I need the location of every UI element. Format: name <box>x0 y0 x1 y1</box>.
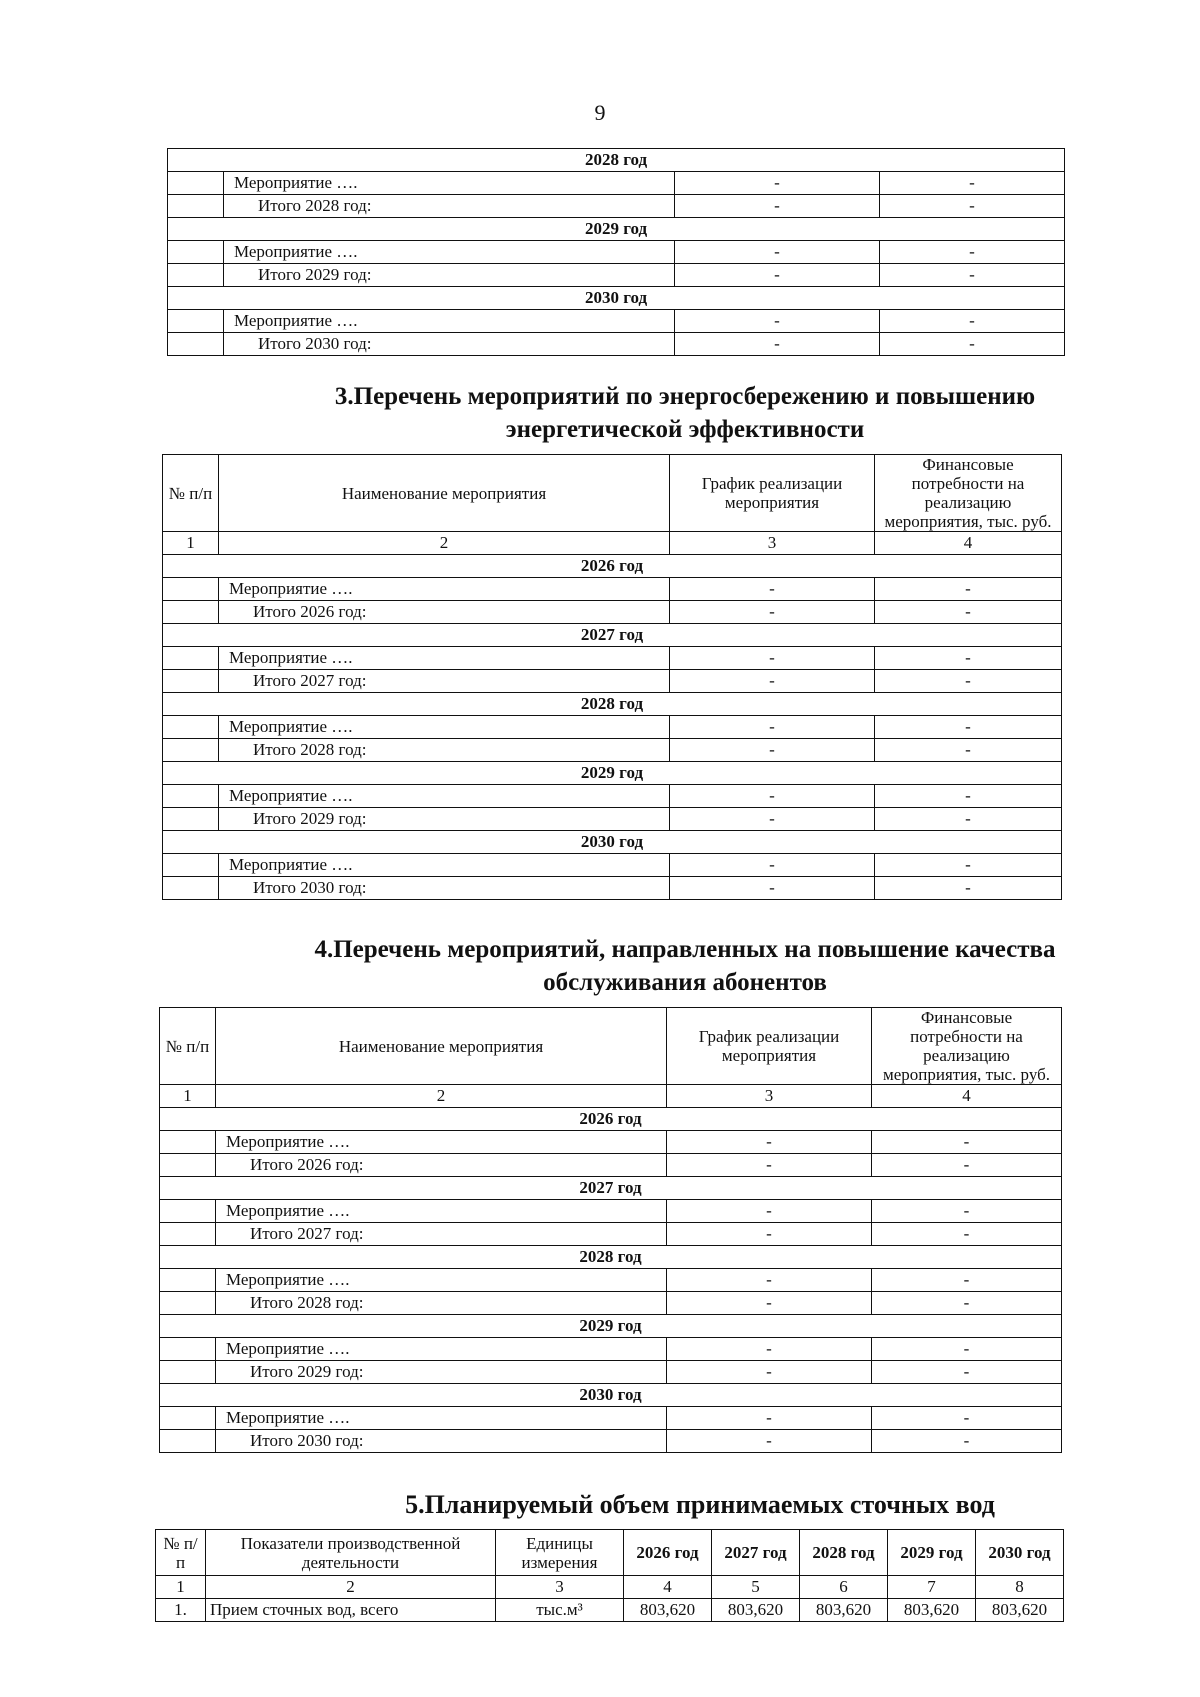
header-row <box>163 455 1062 532</box>
year-row: 2029 год <box>168 218 1065 241</box>
header-2028: 2028 год <box>800 1530 888 1576</box>
year-row: 2028 год <box>168 149 1065 172</box>
table-row: Мероприятие …. - - <box>163 647 1062 670</box>
header-schedule: График реализации мероприятия <box>667 1008 872 1085</box>
section-3-title: 3.Перечень мероприятий по энергосбережению и повышению энергетической эффективности <box>334 383 1036 443</box>
header-num: № п/п <box>163 455 219 532</box>
table-row: Мероприятие …. - - <box>160 1338 1062 1361</box>
year-row: 2027 год <box>163 624 1062 647</box>
year-row: 2026 год <box>163 555 1062 578</box>
year-row: 2029 год <box>160 1315 1062 1338</box>
year-row: 2030 год <box>160 1384 1062 1407</box>
header-finance: Финансовые потребности на реализацию мероприятия, тыс. руб. <box>875 455 1062 532</box>
header-indicator: Показатели производственной деятельности <box>206 1530 496 1576</box>
header-2027: 2027 год <box>712 1530 800 1576</box>
header-row <box>156 1530 1064 1576</box>
year-row: 2026 год <box>160 1108 1062 1131</box>
table-row: Мероприятие …. - - <box>163 785 1062 808</box>
year-row: 2027 год <box>160 1177 1062 1200</box>
section-5-title: 5.Планируемый объем принимаемых сточных вод <box>405 1490 995 1519</box>
year-row: 2030 год <box>168 287 1065 310</box>
total-row: Итого 2026 год: - - <box>160 1154 1062 1177</box>
table-row: Мероприятие …. - - <box>160 1200 1062 1223</box>
total-row: Итого 2030 год: - - <box>160 1430 1062 1453</box>
total-row: Итого 2029 год: - - <box>168 264 1065 287</box>
total-row: Итого 2029 год: - - <box>163 808 1062 831</box>
header-num: № п/п <box>156 1530 206 1576</box>
section-5-table <box>155 1529 1063 1622</box>
year-row: 2028 год <box>163 693 1062 716</box>
header-finance: Финансовые потребности на реализацию мероприятия, тыс. руб. <box>872 1008 1062 1085</box>
table-row: Мероприятие …. - - <box>168 172 1065 195</box>
section-3-table <box>162 454 1061 900</box>
table-row: Мероприятие …. - - <box>160 1269 1062 1292</box>
total-row: Итого 2029 год: - - <box>160 1361 1062 1384</box>
header-name: Наименование мероприятия <box>216 1008 667 1085</box>
table-row: Мероприятие …. - - <box>163 716 1062 739</box>
column-number-row: 1 2 3 4 <box>163 532 1062 555</box>
total-row: Итого 2028 год: - - <box>168 195 1065 218</box>
header-2026: 2026 год <box>624 1530 712 1576</box>
continuation-table <box>167 148 1064 356</box>
total-row: Итого 2028 год: - - <box>160 1292 1062 1315</box>
table-row: Мероприятие …. - - <box>163 854 1062 877</box>
year-row: 2030 год <box>163 831 1062 854</box>
total-row: Итого 2030 год: - - <box>168 333 1065 356</box>
section-4-table <box>159 1007 1061 1453</box>
year-row: 2029 год <box>163 762 1062 785</box>
header-2030: 2030 год <box>976 1530 1064 1576</box>
column-number-row: 1 2 3 4 <box>160 1085 1062 1108</box>
table-row: Мероприятие …. - - <box>163 578 1062 601</box>
total-row: Итого 2028 год: - - <box>163 739 1062 762</box>
table-row: 1. Прием сточных вод, всего тыс.м³ 803,620 803,620 803,620 803,620 803,620 <box>156 1599 1064 1622</box>
total-row: Итого 2027 год: - - <box>163 670 1062 693</box>
total-row: Итого 2026 год: - - <box>163 601 1062 624</box>
year-row: 2028 год <box>160 1246 1062 1269</box>
page-number: 9 <box>594 100 606 125</box>
header-row <box>160 1008 1062 1085</box>
table-row: Мероприятие …. - - <box>160 1407 1062 1430</box>
table-row: Мероприятие …. - - <box>160 1131 1062 1154</box>
table-row: Мероприятие …. - - <box>168 241 1065 264</box>
header-num: № п/п <box>160 1008 216 1085</box>
column-number-row: 1 2 3 4 5 6 7 8 <box>156 1576 1064 1599</box>
total-row: Итого 2030 год: - - <box>163 877 1062 900</box>
table-row: Мероприятие …. - - <box>168 310 1065 333</box>
header-name: Наименование мероприятия <box>219 455 670 532</box>
header-unit: Единицы измерения <box>496 1530 624 1576</box>
header-schedule: График реализации мероприятия <box>670 455 875 532</box>
total-row: Итого 2027 год: - - <box>160 1223 1062 1246</box>
section-4-title: 4.Перечень мероприятий, направленных на повышение качества обслуживания абонентов <box>314 936 1056 996</box>
header-2029: 2029 год <box>888 1530 976 1576</box>
